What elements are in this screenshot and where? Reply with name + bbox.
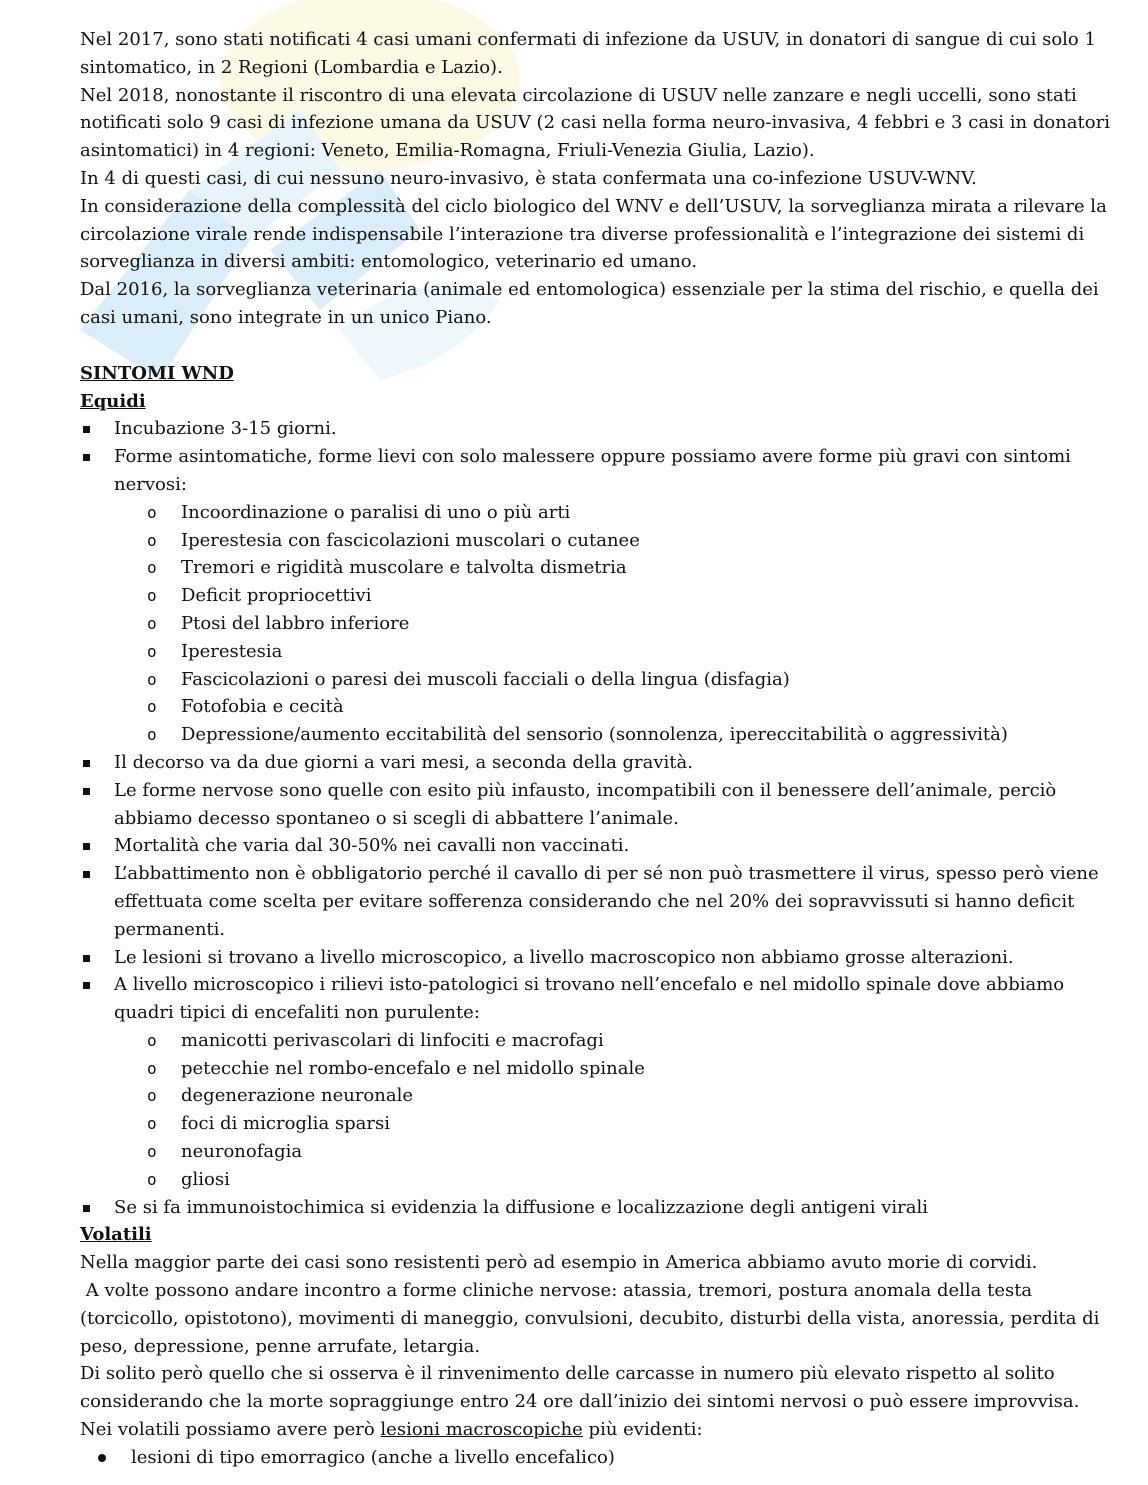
text-run: Nei volatili possiamo avere però (80, 1419, 381, 1441)
list-item-text: Forme asintomatiche, forme lievi con solo malessere oppure possiamo avere forme più gravi con sintomi nervosi: (114, 446, 1071, 495)
sub-list-item: o petecchie nel rombo-encefalo e nel midollo spinale (80, 1055, 1120, 1083)
sub-list-item: o gliosi (80, 1166, 1120, 1194)
volatili-list (80, 1444, 1120, 1472)
volatili-heading: Volatili (80, 1224, 152, 1246)
equidi-list (80, 415, 1120, 1221)
underlined-term: lesioni macroscopiche (380, 1419, 583, 1441)
text-run: più evidenti: (582, 1419, 703, 1441)
list-item: Le lesioni si trovano a livello microscopico, a livello macroscopico non abbiamo grosse alterazioni. (80, 944, 1120, 972)
sub-list-item: o Depressione/aumento eccitabilità del sensorio (sonnolenza, ipereccitabilità o aggressività) (80, 721, 1120, 749)
micro-findings-list (80, 1027, 1120, 1194)
intro-paragraph: In considerazione della complessità del ciclo biologico del WNV e dell’USUV, la sorveglianza mirata a rilevare la circolazione virale rende indispensabile l’interazione tra diverse professionalità e l’integrazione dei sistemi di sorveglianza in diversi ambiti: entomologico, veterinario ed umano. (80, 195, 1107, 273)
list-item: Mortalità che varia dal 30-50% nei cavalli non vaccinati. (80, 832, 1120, 860)
intro-paragraph: Dal 2016, la sorveglianza veterinaria (animale ed entomologica) essenziale per la stima del rischio, e quella dei casi umani, sono integrate in un unico Piano. (80, 279, 1099, 328)
intro-paragraph: Nel 2018, nonostante il riscontro di una elevata circolazione di USUV nelle zanzare e negli uccelli, sono stati notificati solo 9 casi di infezione umana da USUV (2 casi nella forma neuro-invasiva, 4 febbri e 3 casi in donatori asintomatici) in 4 regioni: Veneto, Emilia-Romagna, Friuli-Venezia Giulia, Lazio). (80, 84, 1110, 162)
intro-paragraph: Nel 2017, sono stati notificati 4 casi umani confermati di infezione da USUV, in donatori di sangue di cui solo 1 sintomatico, in 2 Regioni (Lombardia e Lazio). (80, 29, 1096, 78)
sub-list-item: o Tremori e rigidità muscolare e talvolta dismetria (80, 554, 1120, 582)
sub-list-item: o Fotofobia e cecità (80, 693, 1120, 721)
volatili-paragraph: A volte possono andare incontro a forme cliniche nervose: atassia, tremori, postura anomala della testa (torcicollo, opistotono), movimenti di maneggio, convulsioni, decubito, disturbi della vista, anoressia, perdita di peso, depressione, penne arrufate, letargia. (80, 1280, 1106, 1357)
sub-list-item: o manicotti perivascolari di linfociti e macrofagi (80, 1027, 1120, 1055)
list-item (80, 443, 1120, 749)
list-item: L’abbattimento non è obbligatorio perché il cavallo di per sé non può trasmettere il virus, spesso però viene effettuata come scelta per evitare sofferenza considerando che nel 20% dei sopravvissuti si hanno deficit permanenti. (80, 860, 1120, 943)
list-item: Se si fa immunoistochimica si evidenzia la diffusione e localizzazione degli antigeni virali (80, 1194, 1120, 1222)
section-title: SINTOMI WND (80, 362, 234, 384)
spacer (80, 332, 1120, 360)
volatili-paragraph: Nella maggior parte dei casi sono resistenti però ad esempio in America abbiamo avuto morie di corvidi. (80, 1252, 1038, 1274)
sub-list-item: o Incoordinazione o paralisi di uno o più arti (80, 499, 1120, 527)
sub-list-item: o Iperestesia (80, 638, 1120, 666)
sub-list-item: o Iperestesia con fascicolazioni muscolari o cutanee (80, 527, 1120, 555)
sub-list-item: o Deficit propriocettivi (80, 582, 1120, 610)
document-page (80, 26, 1120, 1472)
sub-list-item: o foci di microglia sparsi (80, 1110, 1120, 1138)
sub-list-item: o degenerazione neuronale (80, 1082, 1120, 1110)
equidi-heading: Equidi (80, 390, 146, 412)
list-item: lesioni di tipo emorragico (anche a livello encefalico) (80, 1444, 1120, 1472)
sub-list-item: o neuronofagia (80, 1138, 1120, 1166)
sub-list-item: o Fascicolazioni o paresi dei muscoli facciali o della lingua (disfagia) (80, 666, 1120, 694)
list-item: Le forme nervose sono quelle con esito più infausto, incompatibili con il benessere dell’animale, perciò abbiamo decesso spontaneo o si scegli di abbattere l’animale. (80, 777, 1120, 833)
list-item (80, 971, 1120, 1193)
volatili-paragraph: Di solito però quello che si osserva è il rinvenimento delle carcasse in numero più elevato rispetto al solito considerando che la morte sopraggiunge entro 24 ore dall’inizio dei sintomi nervosi o può essere improvvisa. (80, 1363, 1080, 1413)
list-item: Incubazione 3-15 giorni. (80, 415, 1120, 443)
nervous-signs-list (80, 499, 1120, 749)
list-item-text: A livello microscopico i rilievi isto-patologici si trovano nell’encefalo e nel midollo spinale dove abbiamo quadri tipici di encefaliti non purulente: (114, 974, 1065, 1024)
volatili-paragraph (80, 1416, 1120, 1444)
list-item: Il decorso va da due giorni a vari mesi, a seconda della gravità. (80, 749, 1120, 777)
sub-list-item: o Ptosi del labbro inferiore (80, 610, 1120, 638)
intro-paragraph: In 4 di questi casi, di cui nessuno neuro-invasivo, è stata confermata una co-infezione USUV-WNV. (80, 167, 977, 189)
